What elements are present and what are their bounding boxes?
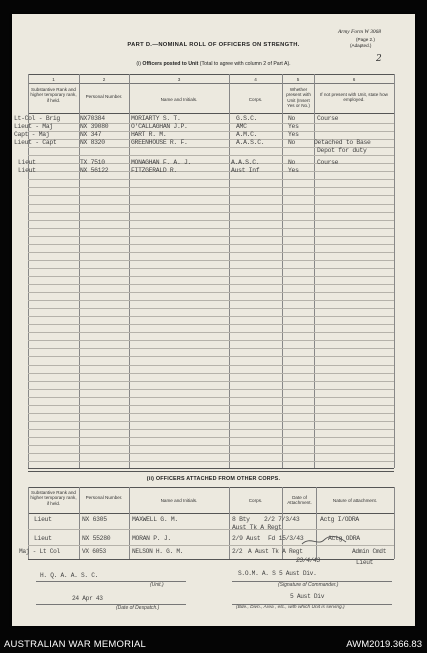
row-name: O'CALLAGHAN J.P.: [131, 123, 188, 130]
ruled-line: [28, 437, 394, 438]
row-corps: 2/2: [232, 548, 243, 555]
ruled-line: [28, 276, 394, 277]
ruled-line: [28, 236, 394, 237]
header-corps: Corps.: [248, 97, 263, 102]
row-nature: Admin Cmdt: [352, 548, 387, 555]
s2-header-number: Personal Number.: [85, 495, 123, 500]
header-employed: If not present with Unit, state how employed.: [320, 92, 388, 103]
row-corps: 8 Bty: [232, 516, 250, 523]
row-name: GREENHOUSE R. F.: [131, 139, 188, 146]
row-employed: Depot for duty: [317, 147, 367, 154]
header-number: Personal Number.: [85, 94, 123, 99]
row-corps: A.A.S.C.: [236, 139, 265, 146]
ruled-line: [28, 429, 394, 430]
ruled-line: [28, 195, 394, 196]
caption-right: AWM2019.366.83: [346, 639, 422, 650]
row-name: MORIARTY S. T.: [131, 115, 181, 122]
ruled-line: [28, 453, 394, 454]
caption-left: AUSTRALIAN WAR MEMORIAL: [4, 639, 147, 650]
row-name: MAXWELL G. M.: [132, 516, 178, 523]
row-rank: Lieut: [18, 167, 36, 174]
row-name: NELSON H. G. M.: [132, 548, 184, 555]
page-label: (Page 2.): [356, 37, 375, 42]
ruled-line: [28, 373, 394, 374]
ruled-line: [28, 155, 394, 156]
row-name: FITZGERALD R.: [131, 167, 177, 174]
row-number: NX 55280: [82, 535, 111, 542]
row-corps: A.M.C.: [236, 131, 258, 138]
ruled-line: [28, 332, 394, 333]
row-extra: Aust Tk A Regt: [232, 524, 282, 531]
col-num-2: 2: [102, 77, 106, 82]
row-date: 2/2 7/3/43: [264, 516, 300, 523]
ruled-line: [28, 365, 394, 366]
ruled-line: [28, 340, 394, 341]
row-corps: AMC: [236, 123, 247, 130]
despatch-label: (Date of Despatch.): [116, 605, 160, 611]
rank-signature: Lieut: [356, 559, 374, 566]
row-nature: Actg I/ODRA: [320, 516, 359, 523]
unit-value: H. Q. A. A. S. C.: [40, 572, 99, 579]
row-rank: Lieut: [34, 516, 52, 523]
table-bottom-rule: [28, 468, 394, 469]
ruled-line: [28, 421, 394, 422]
s2-header-name: Name and Initials.: [160, 498, 198, 503]
ruled-line: [28, 228, 394, 229]
form-number: Army Form W 3068: [338, 29, 381, 35]
row-number: NX70384: [80, 115, 105, 122]
row-rank: Maj - Lt Col: [19, 548, 60, 555]
section-ii-top-rule: [28, 471, 394, 472]
row-rank: Lt-Col - Brig: [14, 115, 60, 122]
adapted-label: (Adapted.): [350, 43, 372, 48]
row-employed: Course: [317, 115, 339, 122]
row-employed: Course: [317, 159, 339, 166]
date-signature: 23/4/43: [296, 557, 320, 564]
ruled-line: [28, 244, 394, 245]
row-rank: Lieut: [18, 159, 36, 166]
col-num-5: 5: [296, 77, 300, 82]
table-top-rule: [28, 74, 394, 75]
ruled-line: [28, 260, 394, 261]
row-number: NX 6305: [82, 516, 107, 523]
ruled-line: [28, 397, 394, 398]
ruled-line: [28, 308, 394, 309]
row-number: VX 6053: [82, 548, 106, 555]
s2-header-rank: Substantive Rank and higher temporary rank, if held.: [30, 490, 77, 506]
col-num-4: 4: [254, 77, 257, 82]
ruled-line: [28, 212, 394, 213]
bde-value: 5 Aust Div: [290, 593, 325, 600]
row-number: NX 56122: [80, 167, 109, 174]
ruled-line: [28, 413, 394, 414]
section-ii-title: (ii) OFFICERS ATTACHED FROM OTHER CORPS.: [146, 476, 281, 482]
row-rank: Lieut - Maj: [14, 123, 53, 130]
section-i-heading: [0, 61, 427, 67]
bde-label: (Bde., Divn., Area , etc., with which Unit is serving.): [236, 605, 345, 610]
header-bottom-rule: [28, 113, 394, 114]
section-i-prefix: (i): [136, 61, 141, 67]
col-num-6: 6: [352, 77, 356, 82]
ruled-line: [28, 284, 394, 285]
commander-label: (Signature of Commander.): [278, 582, 339, 588]
ruled-line: [28, 389, 394, 390]
ruled-line: [28, 381, 394, 382]
column-number-rule: [28, 83, 394, 84]
s2-header-corps: Corps.: [248, 498, 263, 503]
ruled-line: [28, 324, 394, 325]
row-corps: G.S.C.: [236, 115, 258, 122]
signature-scribble: [300, 534, 350, 548]
ruled-line: [28, 461, 394, 462]
row-present: No: [288, 159, 296, 166]
header-rank: Substantive Rank and higher temporary rank, if held.: [30, 87, 77, 103]
s2-header-nature: Nature of attachment.: [332, 498, 378, 503]
ruled-line: [28, 292, 394, 293]
col-num-3: 3: [177, 77, 181, 82]
section-ii-header-bottom: [28, 513, 394, 514]
row-corps: Aust Inf: [231, 167, 260, 174]
header-name: Name and Initials.: [160, 97, 198, 102]
row-date: Fd 15/3/43: [268, 535, 304, 542]
row-employed: Detached to Base: [314, 139, 371, 146]
ruled-line: [28, 187, 394, 188]
row-present: Yes: [288, 131, 299, 138]
row-rank: Lieut: [34, 535, 52, 542]
row-number: NX 8320: [80, 139, 105, 146]
header-present: Whether present with Unit (Insert Yes or No.): [286, 87, 311, 108]
row-name: MONAGHAN F. A. J.: [131, 159, 192, 166]
ruled-line: [28, 268, 394, 269]
row-present: Yes: [288, 167, 299, 174]
handwritten-page-number: 2: [376, 54, 382, 64]
row-number: NX 39080: [80, 123, 109, 130]
row-present: No: [288, 115, 296, 122]
row-present: No: [288, 139, 296, 146]
row-date: A Aust Tk A Regt: [248, 548, 303, 555]
ruled-line: [28, 348, 394, 349]
row-corps: 2/9 Aust: [232, 535, 261, 542]
archive-caption: [0, 637, 427, 653]
ruled-line: [28, 316, 394, 317]
ruled-line: [28, 445, 394, 446]
s2-header-date: Date of Attachment.: [287, 495, 312, 506]
row-name: MORAN P. J.: [132, 535, 171, 542]
section-i-title: Officers posted to Unit: [142, 61, 199, 67]
section-ii-header-top: [28, 487, 394, 488]
ruled-line: [28, 204, 394, 205]
section-ii-bottom-rule: [28, 559, 394, 560]
row-number: TX 7510: [80, 159, 105, 166]
ruled-line: [28, 405, 394, 406]
ruled-line: [28, 356, 394, 357]
col-num-1: 1: [52, 77, 55, 82]
commander-value: S.O.M. A. S 5 Aust Div.: [238, 570, 317, 577]
ruled-line: [28, 252, 394, 253]
row-rank: Lieut - Capt: [14, 139, 57, 146]
ruled-line: [28, 300, 394, 301]
row-rank: Capt - Maj: [14, 131, 50, 138]
row-number: NX 347: [80, 131, 102, 138]
ruled-line: [28, 179, 394, 180]
row-name: HART R. M.: [131, 131, 167, 138]
despatch-value: 24 Apr 43: [72, 595, 103, 602]
ruled-line: [28, 220, 394, 221]
row-corps: A.A.S.C.: [231, 159, 260, 166]
unit-label: (Unit.): [150, 582, 164, 588]
section-i-note: (Total to agree with column 2 of Part A).: [199, 61, 291, 67]
row-nature: Actg ODRA: [328, 535, 360, 542]
page-title: PART D.—NOMINAL ROLL OF OFFICERS ON STRENGTH.: [127, 42, 300, 48]
row-present: Yes: [288, 123, 299, 130]
